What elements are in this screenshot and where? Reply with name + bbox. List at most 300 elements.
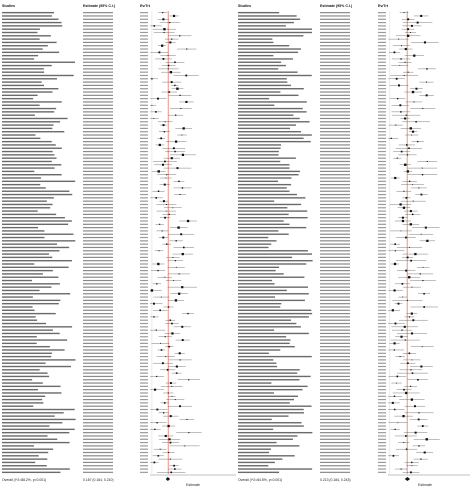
study-label-line: [238, 154, 279, 155]
study-estimate-line: [83, 237, 113, 238]
study-estimate-line: [320, 141, 350, 142]
point-estimate: [188, 379, 189, 380]
study-label-line: [238, 253, 312, 254]
point-estimate: [418, 419, 420, 421]
study-estimate-line: [83, 144, 113, 145]
study-estimate-line: [320, 91, 350, 92]
study-label-line: [238, 448, 271, 449]
study-label-line: [2, 71, 44, 72]
study-label-line: [2, 243, 57, 244]
study-label-line: [238, 452, 269, 453]
point-estimate: [159, 309, 161, 311]
point-estimate: [175, 115, 176, 116]
study-label-line: [2, 432, 69, 433]
study-label-line: [2, 300, 60, 301]
study-estimate-line: [320, 257, 350, 258]
study-weight-line: [378, 101, 386, 102]
study-weight-line: [140, 171, 148, 172]
study-label-line: [238, 144, 281, 145]
study-label-line: [2, 369, 40, 370]
point-estimate: [422, 425, 424, 427]
study-weight-line: [140, 465, 148, 466]
point-estimate: [168, 306, 169, 307]
study-label-line: [238, 32, 312, 33]
study-estimate-line: [320, 105, 350, 106]
study-label-line: [2, 32, 37, 33]
study-estimate-line: [320, 382, 350, 383]
point-estimate: [161, 349, 163, 351]
study-weight-line: [140, 148, 148, 149]
study-label-line: [238, 65, 286, 66]
point-estimate: [187, 220, 189, 222]
point-estimate: [415, 432, 417, 434]
study-label-line: [238, 326, 301, 327]
study-weight-line: [140, 118, 148, 119]
study-estimate-line: [320, 349, 350, 350]
study-estimate-line: [320, 85, 350, 86]
study-weight-line: [140, 224, 148, 225]
study-label-line: [2, 399, 42, 400]
study-label-line: [2, 144, 56, 145]
study-estimate-line: [320, 131, 350, 132]
study-estimate-line: [83, 98, 113, 99]
study-label-line: [238, 161, 280, 162]
study-weight-line: [140, 409, 148, 410]
study-estimate-line: [83, 101, 113, 102]
study-weight-line: [378, 184, 386, 185]
study-label-line: [2, 220, 72, 221]
point-estimate: [412, 131, 414, 133]
study-weight-line: [378, 161, 386, 162]
study-label-line: [238, 396, 298, 397]
study-estimate-line: [320, 399, 350, 400]
study-estimate-line: [320, 197, 350, 198]
study-weight-line: [140, 214, 148, 215]
study-estimate-line: [320, 25, 350, 26]
study-weight-line: [378, 323, 386, 324]
study-weight-line: [140, 392, 148, 393]
study-estimate-line: [320, 280, 350, 281]
point-estimate: [409, 181, 410, 182]
point-estimate: [395, 429, 396, 430]
point-estimate: [412, 465, 413, 466]
study-weight-line: [378, 91, 386, 92]
study-estimate-line: [320, 158, 350, 159]
study-weight-line: [378, 42, 386, 43]
point-estimate: [418, 445, 419, 446]
study-label-line: [2, 366, 71, 367]
study-label-line: [2, 329, 53, 330]
panel-a: [2, 4, 236, 487]
study-label-line: [238, 134, 312, 135]
study-estimate-line: [83, 359, 113, 360]
study-weight-line: [140, 82, 148, 83]
study-estimate-line: [83, 296, 113, 297]
study-estimate-line: [320, 72, 350, 73]
study-estimate-line: [83, 32, 113, 33]
study-weight-line: [140, 253, 148, 254]
study-label-line: [2, 12, 54, 13]
study-weight-line: [378, 39, 386, 40]
study-estimate-line: [83, 346, 113, 347]
point-estimate: [164, 184, 166, 186]
point-estimate: [393, 455, 395, 457]
study-estimate-line: [320, 439, 350, 440]
study-estimate-line: [320, 260, 350, 261]
study-label-line: [238, 181, 278, 182]
study-estimate-line: [320, 339, 350, 340]
study-estimate-line: [83, 88, 113, 89]
study-label-line: [238, 296, 275, 297]
study-weight-line: [140, 459, 148, 460]
study-label-line: [238, 230, 278, 231]
point-estimate: [407, 18, 409, 20]
study-estimate-line: [320, 402, 350, 403]
study-estimate-line: [320, 373, 350, 374]
study-estimate-line: [320, 48, 350, 49]
point-estimate: [394, 396, 395, 397]
study-estimate-line: [83, 247, 113, 248]
study-estimate-line: [83, 468, 113, 469]
study-estimate-line: [320, 224, 350, 225]
study-label-line: [238, 240, 276, 241]
study-weight-line: [140, 39, 148, 40]
study-estimate-line: [83, 35, 113, 36]
study-weight-line: [140, 396, 148, 397]
study-label-line: [2, 88, 58, 89]
study-estimate-line: [320, 98, 350, 99]
study-label-line: [2, 286, 51, 287]
study-weight-line: [140, 419, 148, 420]
study-label-line: [238, 406, 312, 407]
study-estimate-line: [83, 128, 113, 129]
study-weight-line: [378, 174, 386, 175]
study-label-line: [2, 62, 75, 63]
study-weight-line: [378, 82, 386, 83]
study-weight-line: [140, 42, 148, 43]
study-weight-line: [378, 396, 386, 397]
study-estimate-line: [320, 379, 350, 380]
study-label-line: [238, 148, 281, 149]
point-estimate: [167, 369, 169, 371]
study-label-line: [2, 154, 54, 155]
study-weight-line: [378, 422, 386, 423]
point-estimate: [404, 326, 406, 328]
study-weight-line: [140, 386, 148, 387]
study-weight-line: [378, 303, 386, 304]
study-weight-line: [140, 287, 148, 288]
study-weight-line: [378, 204, 386, 205]
study-estimate-line: [83, 409, 113, 410]
point-estimate: [405, 435, 407, 437]
point-estimate: [396, 376, 398, 378]
study-label-line: [2, 439, 57, 440]
point-estimate: [401, 330, 402, 331]
study-label-line: [2, 237, 44, 238]
point-estimate: [420, 194, 422, 196]
study-estimate-line: [320, 154, 350, 155]
panel-b-axis-label: Estimate: [418, 483, 432, 487]
point-estimate: [400, 356, 401, 357]
study-label-line: [238, 167, 290, 168]
study-weight-line: [378, 108, 386, 109]
study-weight-line: [140, 52, 148, 53]
study-estimate-line: [320, 58, 350, 59]
point-estimate: [157, 98, 159, 100]
point-estimate: [410, 471, 412, 473]
study-label-line: [2, 204, 53, 205]
study-estimate-line: [83, 283, 113, 284]
study-label-line: [2, 333, 60, 334]
study-weight-line: [378, 48, 386, 49]
study-label-line: [238, 128, 290, 129]
study-estimate-line: [83, 356, 113, 357]
point-estimate: [173, 465, 175, 467]
point-estimate: [163, 412, 164, 413]
point-estimate: [404, 117, 406, 119]
study-weight-line: [378, 151, 386, 152]
study-weight-line: [140, 144, 148, 145]
point-estimate: [156, 330, 157, 331]
point-estimate: [394, 51, 396, 53]
point-estimate: [417, 22, 419, 24]
point-estimate: [173, 15, 175, 17]
study-weight-line: [378, 75, 386, 76]
study-estimate-line: [320, 124, 350, 125]
point-estimate: [153, 316, 154, 317]
study-estimate-line: [320, 75, 350, 76]
point-estimate: [165, 336, 166, 337]
study-label-line: [238, 38, 272, 39]
study-estimate-line: [83, 376, 113, 377]
study-weight-line: [378, 326, 386, 327]
study-weight-line: [378, 409, 386, 410]
study-label-line: [238, 62, 281, 63]
study-label-line: [2, 118, 68, 119]
study-label-line: [238, 283, 275, 284]
point-estimate: [163, 200, 165, 202]
point-estimate: [401, 231, 402, 232]
study-estimate-line: [83, 55, 113, 56]
point-estimate: [162, 18, 164, 20]
study-estimate-line: [83, 214, 113, 215]
study-label-line: [2, 442, 70, 443]
study-label-line: [238, 412, 304, 413]
study-weight-line: [140, 303, 148, 304]
study-label-line: [2, 323, 46, 324]
study-estimate-line: [83, 115, 113, 116]
study-estimate-line: [83, 181, 113, 182]
study-label-line: [238, 472, 279, 473]
study-weight-line: [140, 247, 148, 248]
point-estimate: [392, 309, 394, 311]
study-label-line: [2, 98, 33, 99]
point-estimate: [395, 125, 396, 126]
study-weight-line: [378, 72, 386, 73]
study-weight-line: [378, 449, 386, 450]
point-estimate: [162, 362, 164, 364]
study-label-line: [238, 48, 301, 49]
study-label-line: [2, 194, 72, 195]
study-estimate-line: [83, 472, 113, 473]
study-estimate-line: [83, 300, 113, 301]
study-weight-line: [140, 429, 148, 430]
point-estimate: [411, 462, 412, 463]
study-weight-line: [140, 220, 148, 221]
point-estimate: [402, 415, 404, 417]
study-estimate-line: [320, 277, 350, 278]
point-estimate: [400, 336, 402, 338]
study-estimate-line: [83, 204, 113, 205]
point-estimate: [406, 144, 408, 146]
point-estimate: [400, 111, 401, 112]
point-estimate: [180, 233, 182, 235]
study-weight-line: [140, 227, 148, 228]
point-estimate: [179, 35, 180, 36]
study-label-line: [2, 141, 52, 142]
study-label-line: [2, 257, 52, 258]
study-weight-line: [140, 363, 148, 364]
study-label-line: [238, 227, 306, 228]
study-label-line: [238, 372, 297, 373]
study-estimate-line: [320, 220, 350, 221]
study-weight-line: [140, 105, 148, 106]
study-weight-line: [378, 435, 386, 436]
study-estimate-line: [320, 161, 350, 162]
point-estimate: [169, 41, 171, 43]
study-weight-line: [140, 425, 148, 426]
study-estimate-line: [83, 19, 113, 20]
study-weight-line: [378, 141, 386, 142]
point-estimate: [187, 313, 188, 314]
study-label-line: [2, 389, 38, 390]
study-weight-line: [140, 134, 148, 135]
study-estimate-line: [320, 419, 350, 420]
study-weight-line: [378, 227, 386, 228]
study-estimate-line: [320, 412, 350, 413]
study-weight-line: [378, 68, 386, 69]
study-estimate-line: [83, 151, 113, 152]
study-label-line: [238, 75, 312, 76]
study-estimate-line: [320, 406, 350, 407]
study-label-line: [2, 38, 40, 39]
point-estimate: [422, 174, 423, 175]
study-estimate-line: [83, 224, 113, 225]
point-estimate: [164, 161, 166, 163]
study-estimate-line: [83, 422, 113, 423]
study-label-line: [238, 293, 309, 294]
study-weight-line: [140, 399, 148, 400]
point-estimate: [420, 15, 422, 17]
panel-a-summary-values: 0.187 (0.164, 0.210): [83, 478, 114, 482]
point-estimate: [405, 392, 407, 394]
study-weight-line: [378, 455, 386, 456]
point-estimate: [407, 257, 409, 259]
study-estimate-line: [83, 158, 113, 159]
point-estimate: [169, 214, 170, 215]
study-estimate-line: [83, 313, 113, 314]
study-estimate-line: [83, 164, 113, 165]
point-estimate: [168, 68, 169, 69]
study-label-line: [238, 234, 289, 235]
point-estimate: [405, 237, 407, 239]
study-weight-line: [140, 217, 148, 218]
study-weight-line: [140, 369, 148, 370]
study-weight-line: [140, 416, 148, 417]
point-estimate: [404, 164, 406, 166]
study-estimate-line: [320, 121, 350, 122]
study-label-line: [238, 363, 276, 364]
study-label-line: [238, 320, 291, 321]
study-estimate-line: [83, 316, 113, 317]
study-weight-line: [140, 333, 148, 334]
study-label-line: [2, 412, 64, 413]
study-weight-line: [378, 468, 386, 469]
study-weight-line: [140, 250, 148, 251]
study-label-line: [2, 230, 44, 231]
point-estimate: [411, 332, 413, 334]
study-estimate-line: [83, 280, 113, 281]
study-label-line: [2, 25, 62, 26]
study-weight-line: [140, 310, 148, 311]
point-estimate: [175, 399, 176, 400]
panel-a-plot-area: [150, 11, 236, 481]
study-estimate-line: [83, 48, 113, 49]
study-label-line: [238, 19, 300, 20]
study-label-line: [238, 409, 304, 410]
point-estimate: [174, 151, 175, 152]
study-label-line: [238, 105, 274, 106]
study-estimate-line: [320, 356, 350, 357]
study-estimate-line: [83, 230, 113, 231]
panel-b-header-study: Studies: [238, 4, 251, 8]
study-weight-line: [378, 263, 386, 264]
study-estimate-line: [320, 78, 350, 79]
study-weight-line: [140, 25, 148, 26]
study-label-line: [238, 157, 296, 158]
point-estimate: [409, 316, 410, 317]
point-estimate: [422, 168, 423, 169]
study-label-line: [2, 171, 34, 172]
study-estimate-line: [83, 217, 113, 218]
study-label-line: [238, 114, 293, 115]
study-estimate-line: [320, 326, 350, 327]
study-weight-line: [378, 310, 386, 311]
study-weight-line: [140, 35, 148, 36]
study-label-line: [238, 171, 300, 172]
point-estimate: [164, 32, 165, 33]
study-weight-line: [378, 346, 386, 347]
study-weight-line: [140, 439, 148, 440]
point-estimate: [408, 276, 410, 278]
study-estimate-line: [83, 339, 113, 340]
point-estimate: [179, 273, 180, 274]
study-estimate-line: [320, 167, 350, 168]
study-label-line: [2, 210, 38, 211]
study-label-line: [238, 300, 305, 301]
point-estimate: [412, 372, 414, 374]
study-estimate-line: [83, 154, 113, 155]
point-estimate: [166, 243, 167, 244]
study-label-line: [2, 161, 52, 162]
study-weight-line: [140, 313, 148, 314]
study-label-line: [2, 406, 33, 407]
study-estimate-line: [320, 115, 350, 116]
study-weight-line: [140, 124, 148, 125]
study-label-line: [238, 366, 277, 367]
study-estimate-line: [320, 273, 350, 274]
study-estimate-line: [320, 445, 350, 446]
